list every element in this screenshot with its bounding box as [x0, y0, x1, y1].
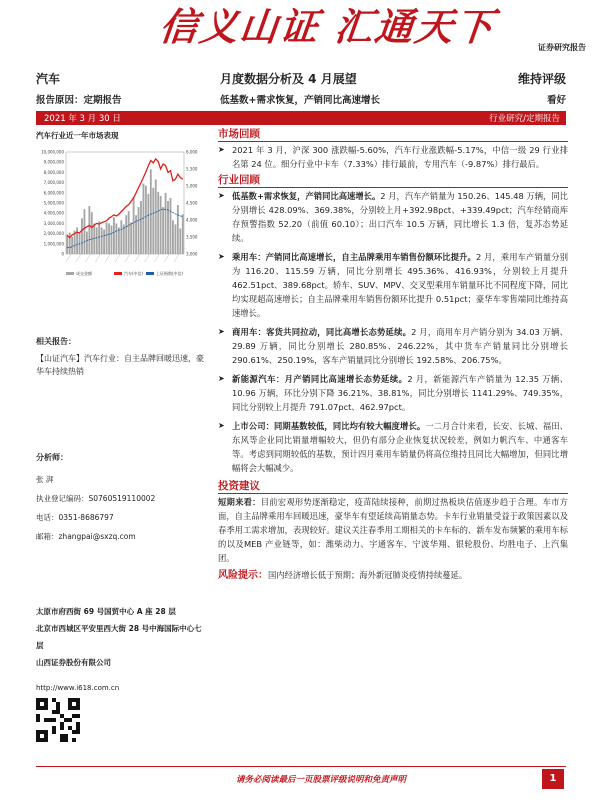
industry-review-title: 行业回顾 — [218, 174, 260, 186]
related-title: 相关报告： — [36, 337, 76, 346]
volume-bar — [123, 224, 125, 254]
date-bar — [36, 111, 566, 125]
volume-bar — [167, 201, 169, 254]
market-chart — [36, 144, 206, 284]
industry-name: 汽车 — [36, 72, 61, 86]
volume-bar — [86, 232, 88, 254]
volume-bar — [174, 224, 176, 254]
market-chart-svg — [36, 144, 206, 284]
volume-bar — [111, 225, 113, 254]
company-website[interactable]: http://www.i618.com.cn — [36, 684, 120, 692]
main-content — [218, 128, 568, 582]
y-right-tick-label: 4,500 — [186, 200, 198, 206]
bullet-passenger-car: ➤ 乘用车：产销同比高速增长，自主品牌乘用车销售份额环比提升。2 月，乘用车产销量分别为 116.20、115.59 万辆，同比分别增长 495.36%、416.93%，分别较上月提升 462.51pct、389.68pct。轿车、SUV、MPV、交叉型乘用车销量环比不同程度下降，同比均实现超高速增长；自主品牌乘用车销售份额环比提升 0.51pct；豪华车零售端同比维持高速增长。 — [218, 250, 568, 320]
volume-bar — [118, 227, 120, 254]
chart-title: 汽车行业近一年市场表现 — [36, 131, 119, 140]
volume-bar — [69, 233, 71, 254]
volume-bar — [172, 220, 174, 254]
volume-bar — [162, 207, 164, 254]
volume-bar — [101, 227, 103, 254]
outlook-label: 看好 — [546, 95, 566, 106]
page-footer — [36, 766, 566, 786]
y-left-tick-label: 5,000,000 — [43, 200, 64, 206]
bullet-commercial-vehicle: ➤ 商用车：客货共同拉动，同比高增长态势延续。2 月，商用车月产销分别为 34.03 万辆、29.89 万辆，同比分别增长 280.85%、246.22%，其中货车产销量同比分别增长 290.61%、250.19%，客车产销量同比分别增长 192.58%、206.75%。 — [218, 325, 568, 367]
disclaimer-notice: 请务必阅读最后一页股票评级说明和免责声明 — [236, 775, 407, 785]
volume-bar — [157, 192, 159, 254]
volume-bar — [165, 193, 167, 254]
y-left-tick-label: 4,000,000 — [43, 210, 64, 216]
volume-bar — [128, 211, 130, 254]
analyst-title: 分析师： — [36, 453, 68, 462]
y-right-tick-label: 3,500 — [186, 234, 198, 240]
legend-swatch — [66, 272, 74, 275]
report-type: 行业研究/定期报告 — [489, 114, 560, 124]
volume-bar — [138, 207, 140, 254]
y-left-tick-label: 9,000,000 — [43, 159, 64, 165]
x-tick-mark — [145, 254, 150, 262]
volume-bar — [177, 205, 179, 254]
risk-warning: 风险提示：国内经济增长低于预期；海外新冠肺炎疫情持续蔓延。 — [218, 570, 468, 581]
volume-bar — [120, 220, 122, 254]
report-banner — [0, 0, 600, 66]
analyst-name: 张 湃 — [36, 475, 54, 484]
left-column — [36, 130, 206, 284]
address-taiyuan: 太原市府西街 69 号国贸中心 A 座 28 层 — [36, 607, 176, 616]
volume-bar — [71, 237, 73, 254]
x-tick-mark — [154, 254, 159, 262]
related-report[interactable]: 【山证汽车】汽车行业：自主品牌回暖迅速，豪华车持续热销 — [36, 354, 204, 376]
x-tick-mark — [76, 254, 81, 262]
y-left-tick-label: 0 — [61, 251, 64, 257]
legend-swatch — [146, 272, 154, 275]
y-left-tick-label: 7,000,000 — [43, 180, 64, 186]
y-left-tick-label: 1,000,000 — [43, 241, 64, 247]
company-name: 山西证券股份有限公司 — [36, 658, 111, 667]
legend-swatch — [114, 272, 122, 275]
address-beijing: 北京市西城区平安里西大街 28 号中海国际中心七层 — [36, 624, 202, 650]
volume-bar — [179, 229, 181, 255]
market-review-title: 市场回顾 — [218, 128, 260, 140]
y-right-tick-label: 5,500 — [186, 166, 198, 172]
y-right-tick-label: 5,000 — [186, 183, 198, 189]
volume-bar — [145, 186, 147, 254]
volume-bar — [125, 215, 127, 254]
bullet-listed-companies: ➤ 上市公司：同期基数较低，同比均有较大幅度增长。一二月合计来看，长安、长城、福田、东风等企业同比销量增幅较大，但仍有部分企业恢复状况较差，例如力帆汽车、中通客车等。考虑到同期较低的基数，预计四月乘用车销量仍将高位维持且同比大幅增加，但同比增幅将会大幅减少。 — [218, 419, 568, 475]
volume-bar — [96, 227, 98, 254]
x-tick-mark — [174, 254, 179, 262]
y-left-tick-label: 2,000,000 — [43, 231, 64, 237]
volume-bar — [152, 188, 154, 254]
y-left-tick-label: 10,000,000 — [41, 149, 64, 155]
x-tick-mark — [164, 254, 169, 262]
volume-bar — [182, 214, 184, 254]
headline: 低基数+需求恢复，产销同比高速增长 — [220, 95, 380, 106]
banner-subtitle: 证券研究报告 — [538, 43, 586, 52]
volume-bar — [170, 198, 172, 254]
volume-bar — [133, 197, 135, 254]
analyst-cert: 执业登记编码：S0760519110002 — [36, 494, 156, 503]
x-tick-mark — [115, 254, 120, 262]
report-title: 月度数据分析及 4 月展望 — [220, 72, 357, 86]
volume-bar — [66, 235, 68, 254]
volume-bar — [115, 223, 117, 254]
company-address — [36, 603, 206, 671]
volume-bar — [140, 201, 142, 254]
volume-bar — [91, 212, 93, 254]
legend-label: 成交金额 — [76, 271, 92, 276]
brand-slogan: 信义山证 汇通天下 — [157, 4, 498, 49]
volume-bar — [113, 217, 115, 254]
volume-bar — [150, 169, 152, 254]
x-tick-mark — [105, 254, 110, 262]
market-review-text: ➤ 2021 年 3 月，沪深 300 涨跌幅-5.60%，汽车行业涨跌幅-5.17%，中信一级 29 行业排名第 24 位。细分行业中卡车（7.33%）排行最前，专用汽车（-9.87%）排行最后。 — [218, 143, 568, 171]
volume-bar — [106, 222, 108, 254]
rating-label: 维持评级 — [517, 72, 566, 86]
x-tick-mark — [86, 254, 91, 262]
header-row-1 — [36, 70, 566, 88]
investment-text: 短期来看：目前宏观形势逐渐稳定，疫苗陆续接种，前期过热板块估值逐步趋于合理。车市方面，自主品牌乘用车回暖迅速，豪华车有望延续高销量态势。卡车行业销量受益于政策因素以及春季用工需求增加，表现较好。建议关注春季用工期相关的卡车标的、新车发布频繁的乘用车标的以及MEB 产业链等，如：潍柴动力、宇通客车、宁波华翔、银轮股份、均胜电子、上汽集团。 — [218, 497, 568, 563]
volume-bar — [98, 221, 100, 254]
y-right-tick-label: 4,000 — [186, 217, 198, 223]
bullet-new-energy: ➤ 新能源汽车：月产销同比高速增长态势延续。2 月，新能源汽车产销量为 12.35 万辆、10.96 万辆，环比分别下降 36.21%、38.81%，同比分别增长 1141.29%、749.35%，同比分别较上月提升 791.07pct、462.97pct。 — [218, 372, 568, 414]
volume-bar — [76, 227, 78, 254]
x-tick-mark — [66, 254, 71, 262]
x-tick-mark — [135, 254, 140, 262]
y-right-tick-label: 3,000 — [186, 251, 198, 257]
volume-bar — [81, 218, 83, 254]
volume-bar — [84, 209, 86, 254]
volume-bar — [130, 222, 132, 254]
volume-bar — [108, 223, 110, 254]
legend-label: 上证指数(中信) — [156, 271, 184, 276]
analyst-info — [36, 470, 206, 546]
volume-bar — [88, 206, 90, 254]
x-tick-mark — [125, 254, 130, 262]
qr-code-icon — [36, 698, 80, 742]
analyst-phone: 电话：0351-8686797 — [36, 513, 114, 522]
y-right-tick-label: 6,000 — [186, 149, 198, 155]
y-left-tick-label: 3,000,000 — [43, 220, 64, 226]
investment-title: 投资建议 — [218, 480, 260, 492]
volume-bar — [155, 180, 157, 254]
volume-bar — [103, 230, 105, 254]
legend-label: 汽车(中信) — [124, 271, 144, 276]
report-reason: 报告原因：定期报告 — [36, 95, 122, 106]
report-date: 2021 年 3 月 30 日 — [44, 114, 121, 124]
volume-bar — [147, 194, 149, 254]
y-left-tick-label: 6,000,000 — [43, 190, 64, 196]
y-left-tick-label: 8,000,000 — [43, 169, 64, 175]
analyst-email[interactable]: 邮箱：zhangpai@sxzq.com — [36, 532, 136, 541]
page-number: 1 — [542, 769, 564, 789]
volume-bar — [160, 196, 162, 254]
bullet-overall: ➤ 低基数+需求恢复，产销同比高速增长。2 月，汽车产销量为 150.26、145.48 万辆，同比分别增长 428.09%、369.38%，分别较上月+392.98pct、+339.49pct；汽车经销商库存预警指数 52.20（前值 60.10）；出口汽车 10.5 万辆，同比增长 1.3 倍，复苏态势延续。 — [218, 189, 568, 245]
x-tick-mark — [95, 254, 100, 262]
